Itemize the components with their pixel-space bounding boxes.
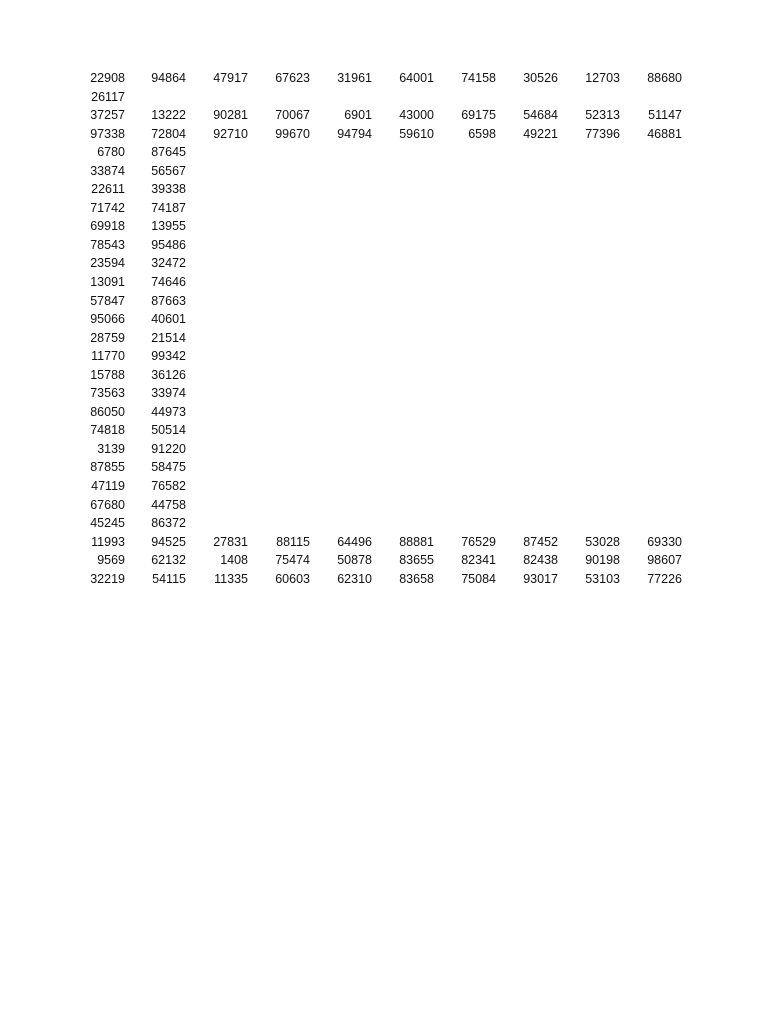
- table-cell: 52313: [585, 108, 620, 123]
- table-row: [0, 496, 768, 515]
- table-cell: 50878: [337, 553, 372, 568]
- table-row: [0, 69, 768, 88]
- table-cell: 94864: [151, 71, 186, 85]
- table-cell: 74187: [151, 200, 186, 215]
- table-cell: 22611: [91, 182, 125, 197]
- table-cell: 53103: [585, 571, 620, 586]
- table-cell: 87645: [151, 145, 186, 160]
- table-cell: 74818: [90, 423, 125, 438]
- table-row: [0, 125, 768, 144]
- table-cell: 51147: [648, 108, 682, 123]
- number-table: [0, 69, 768, 588]
- table-cell: 94525: [151, 534, 186, 549]
- table-cell: 6901: [344, 108, 372, 123]
- table-cell: 13955: [151, 219, 186, 234]
- table-cell: 43000: [399, 108, 434, 123]
- table-row: [0, 384, 768, 403]
- table-cell: 67623: [275, 71, 310, 85]
- table-cell: 86372: [151, 516, 186, 531]
- table-cell: 98607: [647, 553, 682, 568]
- table-cell: 22908: [90, 71, 125, 85]
- table-cell: 64001: [399, 71, 434, 85]
- table-cell: 70067: [275, 108, 310, 123]
- table-cell: 87855: [90, 460, 125, 475]
- table-cell: 93017: [523, 571, 558, 586]
- table-cell: 87452: [523, 534, 558, 549]
- table-cell: 69330: [647, 534, 682, 549]
- table-cell: 11993: [91, 534, 125, 549]
- table-cell: 15788: [90, 367, 125, 382]
- table-cell: 44758: [151, 497, 186, 512]
- table-cell: 75084: [461, 571, 496, 586]
- table-cell: 87663: [151, 293, 186, 308]
- table-cell: 53028: [585, 534, 620, 549]
- table-cell: 71742: [90, 200, 125, 215]
- table-cell: 33974: [151, 386, 186, 401]
- table-cell: 13091: [90, 275, 125, 290]
- table-cell: 58475: [151, 460, 186, 475]
- table-cell: 54684: [523, 108, 558, 123]
- table-cell: 27831: [213, 534, 248, 549]
- table-row: [0, 217, 768, 236]
- table-cell: 74646: [151, 275, 186, 290]
- table-row: [0, 254, 768, 273]
- table-cell: 47917: [213, 71, 248, 85]
- table-cell: 82341: [461, 553, 496, 568]
- table-cell: 26117: [91, 89, 125, 104]
- table-cell: 3139: [97, 441, 125, 456]
- table-cell: 95066: [90, 312, 125, 327]
- table-cell: 95486: [151, 237, 186, 252]
- table-cell: 94794: [337, 126, 372, 141]
- table-cell: 72804: [151, 126, 186, 141]
- table-cell: 32472: [151, 256, 186, 271]
- table-cell: 46881: [647, 126, 682, 141]
- table-cell: 9569: [97, 553, 125, 568]
- table-cell: 78543: [90, 237, 125, 252]
- table-cell: 39338: [151, 182, 186, 197]
- table-row: [0, 403, 768, 422]
- table-row: [0, 106, 768, 125]
- table-cell: 1408: [220, 553, 248, 568]
- table-cell: 31961: [337, 71, 372, 85]
- table-row: [0, 366, 768, 385]
- table-cell: 76529: [461, 534, 496, 549]
- table-row: [0, 180, 768, 199]
- table-cell: 13222: [151, 108, 186, 123]
- table-cell: 28759: [90, 330, 125, 345]
- table-cell: 23594: [90, 256, 125, 271]
- table-cell: 62132: [151, 553, 186, 568]
- table-row: [0, 421, 768, 440]
- table-cell: 97338: [90, 126, 125, 141]
- table-cell: 56567: [151, 163, 186, 178]
- table-cell: 99670: [275, 126, 310, 141]
- table-row: [0, 143, 768, 162]
- table-cell: 90198: [585, 553, 620, 568]
- table-row: [0, 533, 768, 552]
- table-cell: 6780: [97, 145, 125, 160]
- table-row: [0, 551, 768, 570]
- table-cell: 82438: [523, 553, 558, 568]
- table-cell: 64496: [337, 534, 372, 549]
- table-row: [0, 329, 768, 348]
- table-cell: 32219: [90, 571, 125, 586]
- table-cell: 6598: [468, 126, 496, 141]
- table-cell: 91220: [151, 441, 186, 456]
- table-row: [0, 236, 768, 255]
- table-cell: 44973: [151, 404, 186, 419]
- table-row: [0, 88, 768, 107]
- table-cell: 69918: [90, 219, 125, 234]
- table-cell: 77226: [647, 571, 682, 586]
- table-cell: 83655: [399, 553, 434, 568]
- table-cell: 47119: [91, 479, 125, 494]
- table-row: [0, 273, 768, 292]
- table-row: [0, 440, 768, 459]
- table-cell: 30526: [523, 71, 558, 85]
- table-cell: 40601: [151, 312, 186, 327]
- table-row: [0, 199, 768, 218]
- table-cell: 88680: [647, 71, 682, 85]
- table-row: [0, 570, 768, 589]
- table-cell: 11335: [214, 571, 248, 586]
- table-cell: 62310: [337, 571, 372, 586]
- table-cell: 74158: [461, 71, 496, 85]
- table-cell: 49221: [523, 126, 558, 141]
- table-cell: 12703: [585, 71, 620, 85]
- table-row: [0, 310, 768, 329]
- table-cell: 57847: [90, 293, 125, 308]
- table-cell: 69175: [461, 108, 496, 123]
- table-cell: 90281: [213, 108, 248, 123]
- table-cell: 21514: [151, 330, 186, 345]
- table-row: [0, 514, 768, 533]
- table-row: [0, 292, 768, 311]
- table-cell: 50514: [151, 423, 186, 438]
- table-row: [0, 477, 768, 496]
- table-row: [0, 458, 768, 477]
- table-cell: 86050: [90, 404, 125, 419]
- table-cell: 88881: [399, 534, 434, 549]
- table-cell: 83658: [399, 571, 434, 586]
- table-cell: 54115: [152, 571, 186, 586]
- table-row: [0, 347, 768, 366]
- table-cell: 75474: [275, 553, 310, 568]
- table-cell: 37257: [90, 108, 125, 123]
- table-cell: 88115: [276, 534, 310, 549]
- table-cell: 67680: [90, 497, 125, 512]
- table-cell: 33874: [90, 163, 125, 178]
- table-row: [0, 162, 768, 181]
- table-cell: 45245: [90, 516, 125, 531]
- table-cell: 76582: [151, 479, 186, 494]
- table-cell: 36126: [151, 367, 186, 382]
- table-cell: 73563: [90, 386, 125, 401]
- table-cell: 92710: [213, 126, 248, 141]
- table-cell: 60603: [275, 571, 310, 586]
- table-cell: 59610: [399, 126, 434, 141]
- table-cell: 99342: [151, 349, 186, 364]
- table-cell: 77396: [585, 126, 620, 141]
- table-cell: 11770: [91, 349, 125, 364]
